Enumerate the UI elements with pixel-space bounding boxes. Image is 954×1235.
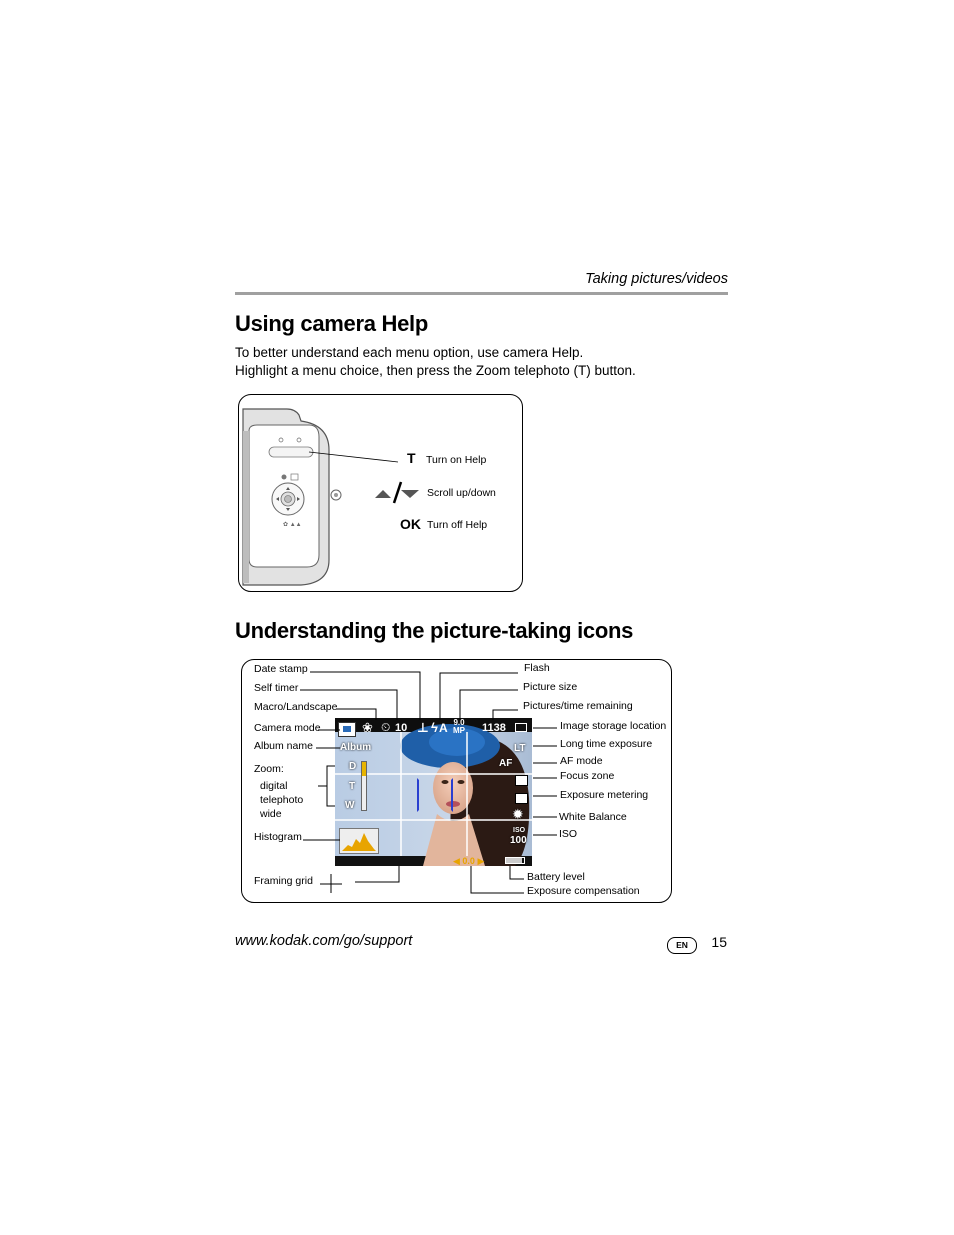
help-paragraph-line1: To better understand each menu option, use camera Help. [235,345,584,360]
exposure-compensation-label: Exposure compensation [527,885,640,897]
histogram-label: Histogram [254,831,302,843]
iso-label-icon: ISO [513,827,526,834]
camera-mode-label: Camera mode [254,722,321,734]
language-badge: EN [667,937,697,954]
zoom-digital-label: digital [260,780,288,792]
icons-section-title: Understanding the picture-taking icons [235,618,634,643]
white-balance-icon: ✹ [512,806,524,822]
pictures-remaining-label: Pictures/time remaining [523,700,633,712]
zoom-telephoto-label: telephoto [260,794,304,806]
iso-label: ISO [559,828,578,840]
zoom-telephoto-marker: T [349,781,356,792]
page-number: 15 [711,934,727,950]
framing-grid-label: Framing grid [254,875,313,887]
mp-label: MP [453,726,465,735]
macro-icon: ❀ [362,720,373,735]
exposure-comp-value: 0.0 [462,856,475,866]
long-exposure-icon: LT [514,743,526,754]
self-timer-label: Self timer [254,682,299,694]
af-mode-icon: AF [499,758,513,769]
zoom-label: Zoom: [254,763,284,775]
mp-value: 9.0 [453,718,465,727]
svg-text:✿ ▲▲: ✿ ▲▲ [283,522,302,528]
zoom-wide-label: wide [260,808,282,820]
date-stamp-icon: ⊥ [417,720,429,735]
white-balance-label: White Balance [559,811,627,823]
date-stamp-label: Date stamp [254,663,308,675]
self-timer-icon: ⏲ [381,720,391,734]
turn-on-help-label: Turn on Help [426,454,487,466]
focus-zone-label: Focus zone [560,770,615,782]
ok-key: OK [400,516,421,532]
long-exposure-label: Long time exposure [560,738,653,750]
af-mode-label: AF mode [560,755,603,767]
turn-off-help-label: Turn off Help [427,519,488,531]
flash-label: Flash [524,662,550,674]
scroll-label: Scroll up/down [427,487,496,499]
pictures-remaining: 1138 [482,722,506,734]
zoom-digital-marker: D [349,761,357,772]
macro-landscape-label: Macro/Landscape [254,701,338,713]
telephoto-key: T [407,450,416,466]
picture-size-label: Picture size [523,681,578,693]
timer-value: 10 [395,722,408,734]
flash-icon: ϟ [431,720,438,735]
zoom-wide-marker: W [345,800,355,811]
help-paragraph-line2: Highlight a menu choice, then press the Zoom telephoto (T) button. [235,363,636,378]
help-section-title: Using camera Help [235,311,428,336]
flash-mode: A [439,721,448,735]
image-storage-label: Image storage location [560,720,667,732]
iso-value: 100 [510,835,527,846]
battery-level-label: Battery level [527,871,585,883]
album-name-label: Album name [254,740,313,752]
footer-url[interactable]: www.kodak.com/go/support [235,933,413,949]
running-header: Taking pictures/videos [585,271,728,287]
exposure-comp-icon: ◀ 0.0 ▶ [453,856,485,866]
exposure-metering-label: Exposure metering [560,789,649,801]
album-name: Album [340,742,372,753]
